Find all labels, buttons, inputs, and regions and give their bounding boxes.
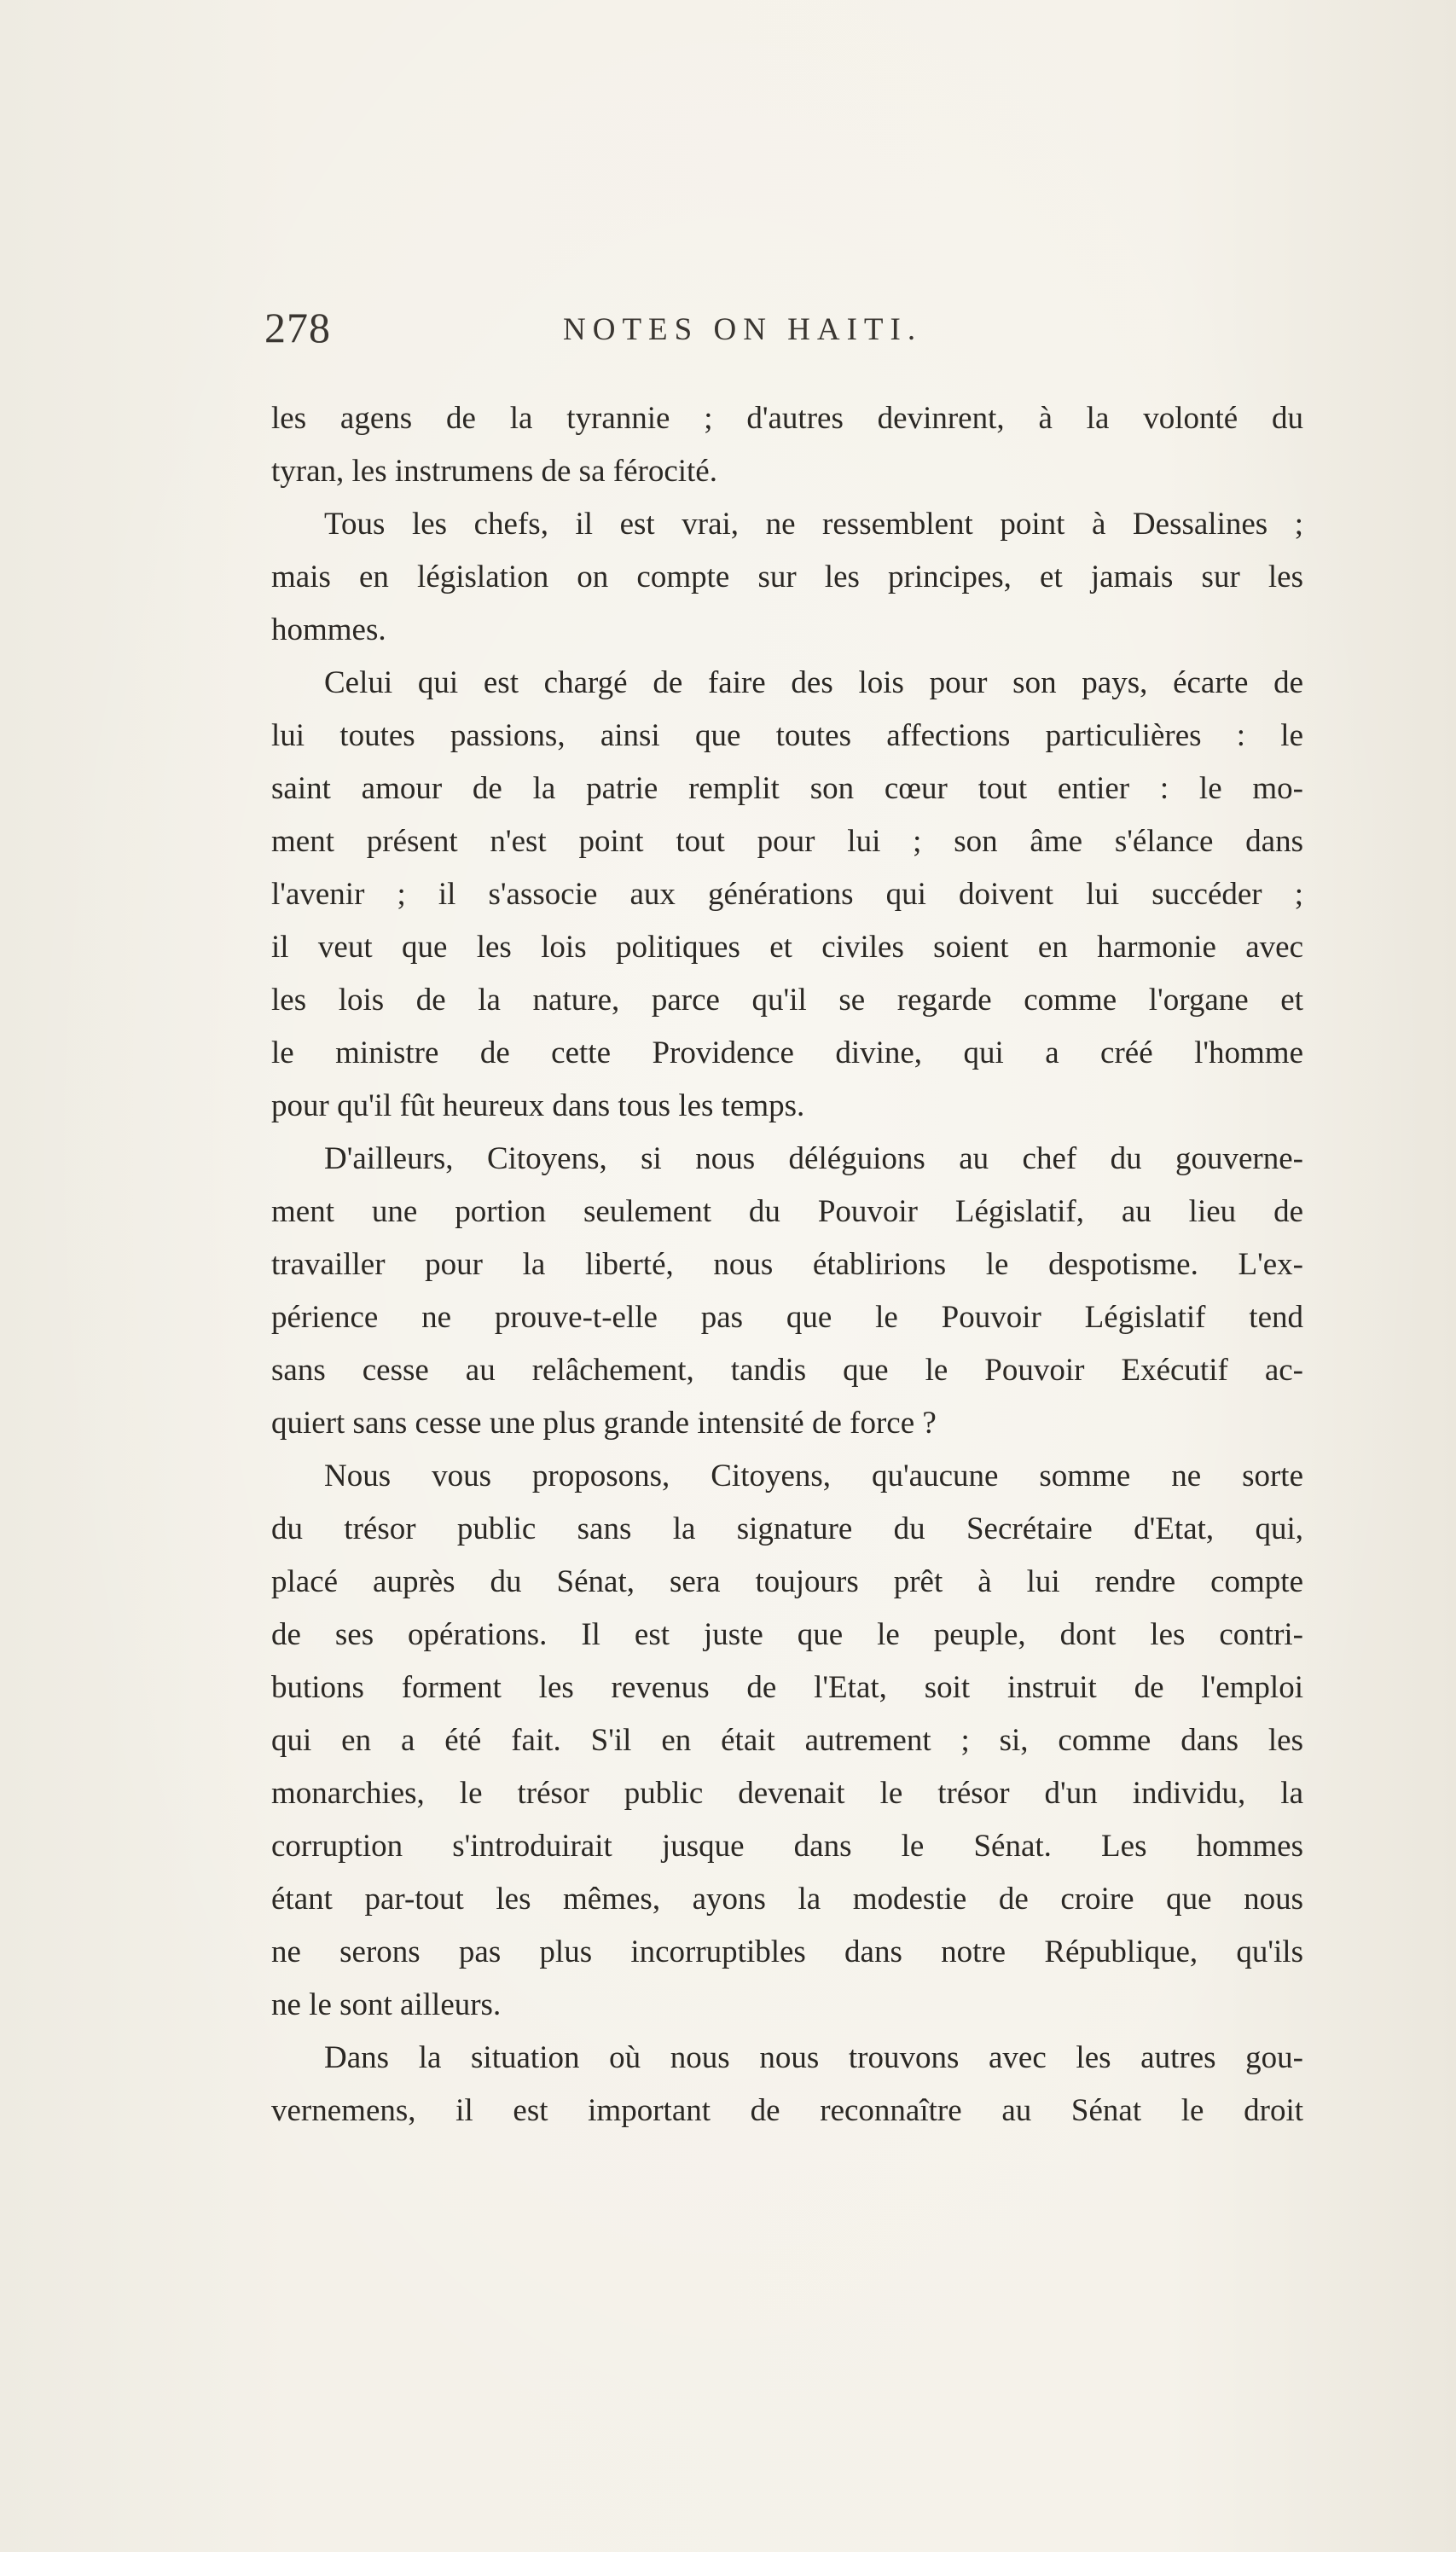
text-line: corruption s'introduirait jusque dans le Sénat. Les hommes — [271, 1829, 1303, 1864]
text-line: tyran, les instrumens de sa férocité. — [271, 454, 717, 489]
text-line: périence ne prouve-t-elle pas que le Pouvoir Législatif tend — [271, 1300, 1303, 1335]
text-line: ment présent n'est point tout pour lui ; son âme s'élance dans — [271, 824, 1303, 859]
text-line: mais en législation on compte sur les principes, et jamais sur les — [271, 560, 1303, 594]
text-line: vernemens, il est important de reconnaître au Sénat le droit — [271, 2093, 1303, 2128]
text-line: quiert sans cesse une plus grande intensité de force ? — [271, 1406, 937, 1441]
text-line: Nous vous proposons, Citoyens, qu'aucune somme ne sorte — [324, 1459, 1303, 1494]
text-line: l'avenir ; il s'associe aux générations qui doivent lui succéder ; — [271, 877, 1303, 912]
text-line: il veut que les lois politiques et civiles soient en harmonie avec — [271, 930, 1303, 965]
text-line: placé auprès du Sénat, sera toujours prêt à lui rendre compte — [271, 1564, 1303, 1599]
text-line: Dans la situation où nous nous trouvons avec les autres gou- — [324, 2040, 1303, 2075]
text-line: Tous les chefs, il est vrai, ne ressemblent point à Dessalines ; — [324, 507, 1303, 542]
page-number: 278 — [264, 304, 331, 351]
text-line: les lois de la nature, parce qu'il se regarde comme l'organe et — [271, 983, 1303, 1018]
text-line: ment une portion seulement du Pouvoir Législatif, au lieu de — [271, 1194, 1303, 1229]
text-line: sans cesse au relâchement, tandis que le Pouvoir Exécutif ac- — [271, 1353, 1303, 1388]
text-line: pour qu'il fût heureux dans tous les temps. — [271, 1088, 805, 1123]
page-header — [264, 303, 1305, 362]
text-line: de ses opérations. Il est juste que le peuple, dont les contri- — [271, 1617, 1303, 1652]
text-line: butions forment les revenus de l'Etat, soit instruit de l'emploi — [271, 1670, 1303, 1705]
text-line: travailler pour la liberté, nous établirions le despotisme. L'ex- — [271, 1247, 1303, 1282]
text-line: D'ailleurs, Citoyens, si nous déléguions au chef du gouverne- — [324, 1141, 1303, 1176]
text-line: monarchies, le trésor public devenait le trésor d'un individu, la — [271, 1776, 1303, 1811]
text-line: saint amour de la patrie remplit son cœur tout entier : le mo- — [271, 771, 1303, 806]
text-line: les agens de la tyrannie ; d'autres devinrent, à la volonté du — [271, 401, 1303, 436]
text-line: ne serons pas plus incorruptibles dans notre République, qu'ils — [271, 1934, 1303, 1969]
text-line: lui toutes passions, ainsi que toutes affections particulières : le — [271, 718, 1303, 753]
body-text — [271, 392, 1303, 2137]
text-line: qui en a été fait. S'il en était autrement ; si, comme dans les — [271, 1723, 1303, 1758]
text-line: Celui qui est chargé de faire des lois pour son pays, écarte de — [324, 665, 1303, 700]
text-line: le ministre de cette Providence divine, qui a créé l'homme — [271, 1035, 1303, 1070]
text-line: ne le sont ailleurs. — [271, 1987, 502, 2022]
text-line: hommes. — [271, 612, 386, 647]
text-line: du trésor public sans la signature du Secrétaire d'Etat, qui, — [271, 1511, 1303, 1546]
running-title: NOTES ON HAITI. — [563, 312, 923, 347]
text-line: étant par-tout les mêmes, ayons la modestie de croire que nous — [271, 1882, 1303, 1917]
